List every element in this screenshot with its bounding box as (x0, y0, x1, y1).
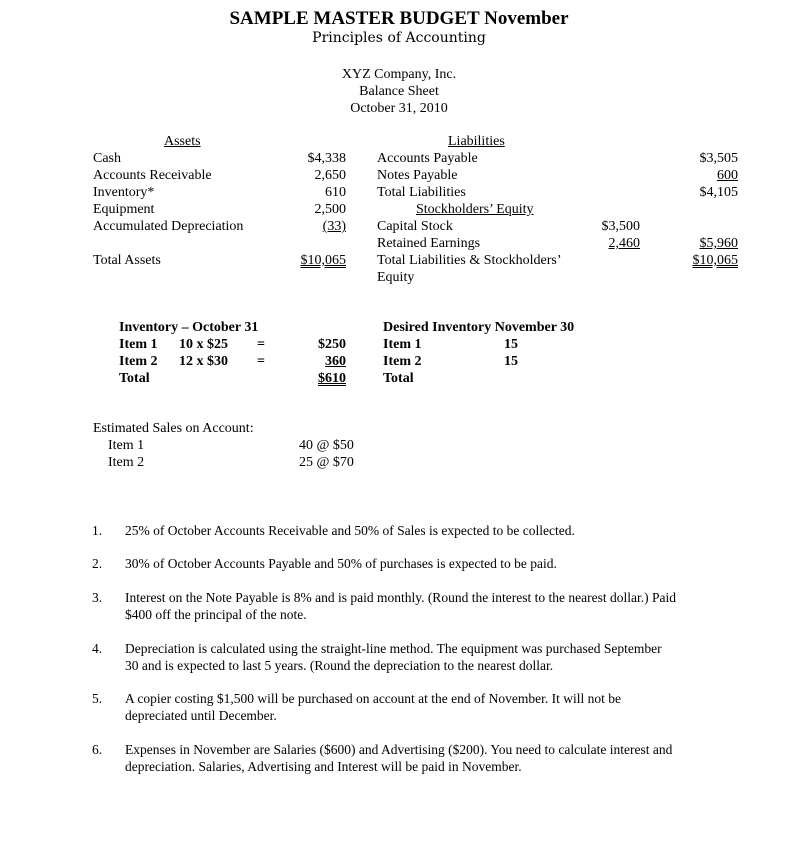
list-number: 2. (92, 556, 103, 571)
sales-item: Item 1 (108, 438, 145, 453)
list-number: 3. (92, 590, 103, 605)
inventory-item: Item 2 (119, 354, 158, 369)
asset-value: 610 (325, 185, 346, 200)
statement-name: Balance Sheet (359, 84, 439, 99)
total-equity-text: $5,960 (699, 236, 738, 251)
list-number: 5. (92, 691, 103, 706)
inventory-calc: 12 x $30 (179, 354, 228, 369)
page-title: SAMPLE MASTER BUDGET November (229, 8, 569, 29)
inventory-total-label: Total (119, 371, 150, 386)
equals-sign: = (257, 354, 265, 369)
desired-item: Item 2 (383, 354, 422, 369)
equity-value (580, 235, 640, 252)
total-le-value (660, 252, 738, 269)
list-text: Interest on the Note Payable is 8% and is paid monthly. (Round the interest to the nearest dollar.) Paid $400 off the principal of the note. (125, 590, 677, 622)
asset-value-text: (33) (322, 219, 346, 234)
liability-label: Total Liabilities (377, 185, 466, 200)
list-number: 4. (92, 641, 103, 656)
page-subtitle: Principles of Accounting (312, 30, 486, 46)
sales-value: 25 @ $70 (299, 455, 354, 470)
asset-value: $4,338 (307, 151, 346, 166)
equity-heading: Stockholders’ Equity (416, 202, 534, 217)
liability-label: Notes Payable (377, 168, 458, 183)
asset-value (280, 218, 346, 235)
inventory-value: $250 (318, 337, 346, 352)
equity-value-text: 2,460 (608, 236, 640, 251)
liability-value: $4,105 (699, 185, 738, 200)
desired-item: Item 1 (383, 337, 422, 352)
liability-value-text: 600 (717, 168, 738, 183)
desired-inventory-heading: Desired Inventory November 30 (383, 320, 575, 335)
inventory-value-text: 360 (325, 354, 346, 369)
list-number: 6. (92, 742, 103, 757)
estimated-sales-heading: Estimated Sales on Account: (93, 421, 254, 436)
desired-value: 15 (504, 337, 518, 352)
liability-label: Accounts Payable (377, 151, 478, 166)
inventory-total-value (290, 370, 346, 387)
statement-date: October 31, 2010 (350, 101, 448, 116)
total-le-label-cont: Equity (377, 270, 415, 285)
liabilities-heading: Liabilities (448, 134, 505, 149)
total-assets-text: $10,065 (300, 253, 346, 268)
inventory-oct-heading: Inventory – October 31 (119, 320, 259, 335)
inventory-item: Item 1 (119, 337, 158, 352)
company-name: XYZ Company, Inc. (341, 67, 457, 82)
list-text: Expenses in November are Salaries ($600) and Advertising ($200). You need to calculate interest and depreciation. Salaries, Advertising and Interest will be paid in November. (125, 742, 673, 774)
desired-total-label: Total (383, 371, 414, 386)
list-text: 30% of October Accounts Payable and 50% of purchases is expected to be paid. (125, 556, 557, 571)
asset-label: Cash (93, 151, 121, 166)
total-assets-value (270, 252, 346, 269)
asset-value: 2,500 (314, 202, 346, 217)
asset-value: 2,650 (314, 168, 346, 183)
inventory-total-text: $610 (318, 371, 346, 386)
asset-label: Equipment (93, 202, 155, 217)
total-assets-label: Total Assets (93, 253, 161, 268)
list-number: 1. (92, 523, 103, 538)
total-le-text: $10,065 (692, 253, 738, 268)
total-equity-value (670, 235, 738, 252)
liability-value (670, 167, 738, 184)
list-text: A copier costing $1,500 will be purchased on account at the end of November. It will not be depreciated until December. (125, 691, 621, 723)
sales-value: 40 @ $50 (299, 438, 354, 453)
equity-label: Retained Earnings (377, 236, 481, 251)
total-le-label: Total Liabilities & Stockholders’ (377, 253, 562, 268)
sales-item: Item 2 (108, 455, 145, 470)
asset-label: Accounts Receivable (93, 168, 212, 183)
equals-sign: = (257, 337, 265, 352)
list-text: Depreciation is calculated using the straight-line method. The equipment was purchased September 30 and is expected to last 5 years. (Round the depreciation to the nearest dollar. (125, 641, 662, 673)
equity-label: Capital Stock (377, 219, 453, 234)
inventory-value (290, 353, 346, 370)
liability-value: $3,505 (699, 151, 738, 166)
list-text: 25% of October Accounts Receivable and 50% of Sales is expected to be collected. (125, 523, 575, 538)
assets-heading: Assets (164, 134, 201, 149)
inventory-calc: 10 x $25 (179, 337, 228, 352)
equity-value: $3,500 (601, 219, 640, 234)
asset-label: Inventory* (93, 185, 155, 200)
desired-value: 15 (504, 354, 518, 369)
asset-label: Accumulated Depreciation (93, 219, 244, 234)
